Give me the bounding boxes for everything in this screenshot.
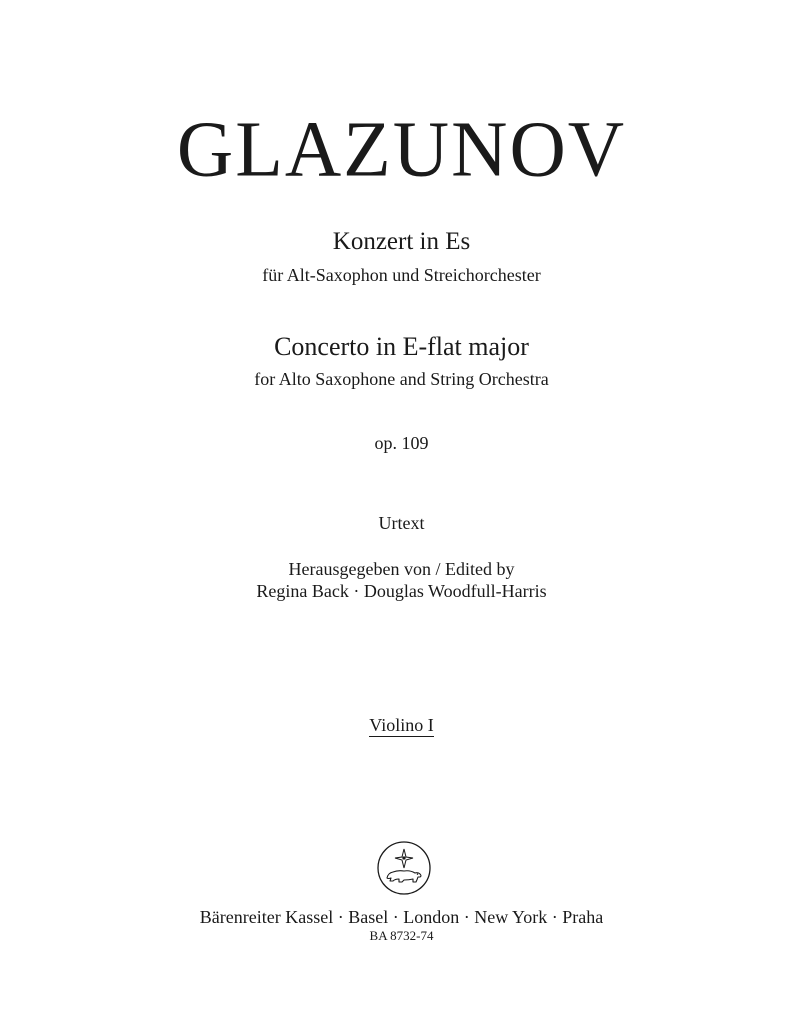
work-title-english: Concerto in E-flat major <box>274 332 529 361</box>
work-title-german: Konzert in Es <box>332 228 471 255</box>
edited-by-label: Herausgegeben von / Edited by <box>288 559 515 579</box>
edition-type: Urtext <box>378 513 425 533</box>
publisher-imprint: Bärenreiter Kassel · Basel · London · New York · Praha <box>199 907 604 927</box>
baerenreiter-bear-star-logo-icon <box>376 840 432 896</box>
work-subtitle-english: for Alto Saxophone and String Orchestra <box>254 369 549 389</box>
composer-name: GLAZUNOV <box>176 104 627 193</box>
part-label <box>0 716 803 737</box>
catalog-number: BA 8732-74 <box>369 928 434 943</box>
opus-number: op. 109 <box>374 433 429 453</box>
editor-names: Regina Back · Douglas Woodfull-Harris <box>256 581 547 601</box>
work-subtitle-german: für Alt-Saxophon und Streichorchester <box>262 265 541 285</box>
part-name: Violino I <box>369 715 434 735</box>
